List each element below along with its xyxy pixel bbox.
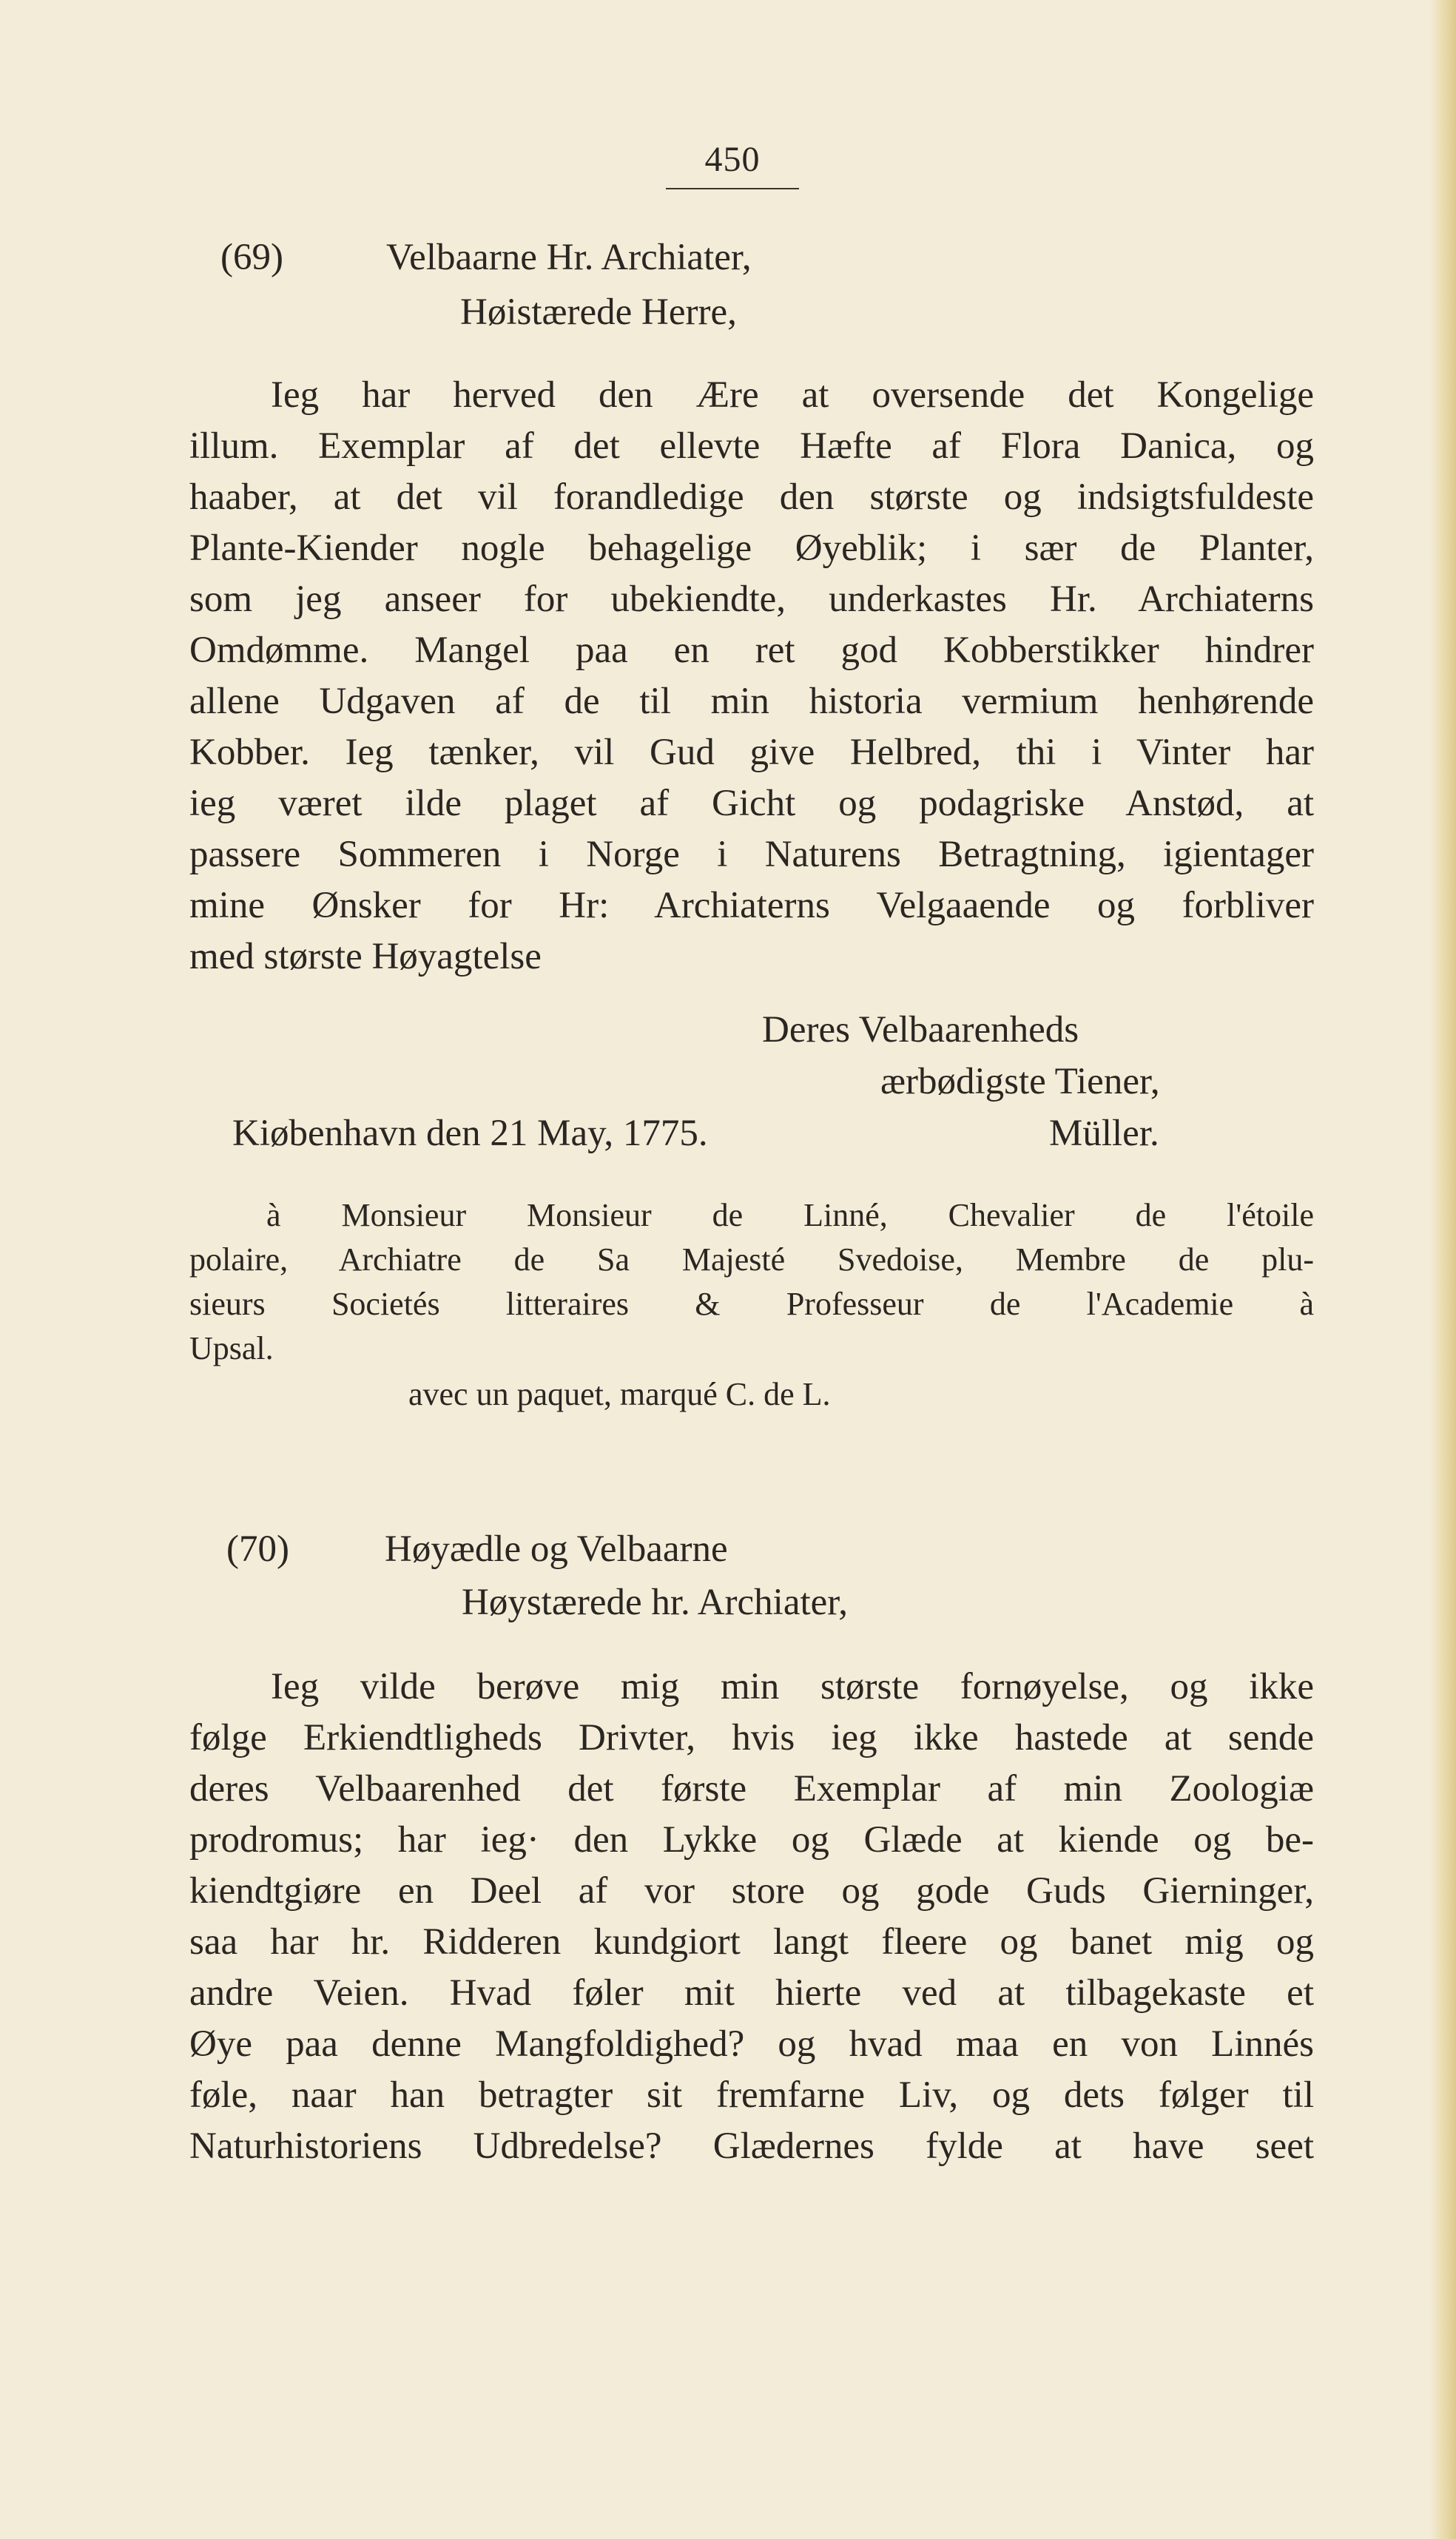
letter-69-body-line: passere Sommeren i Norge i Naturens Betragtning, igientager [189, 834, 1314, 875]
letter-69-salutation-2: Høistærede Herre, [460, 291, 737, 333]
letter-69-body-line: Omdømme. Mangel paa en ret god Kobberstikker hindrer [189, 630, 1314, 671]
letter-69-salutation-1: Velbaarne Hr. Archiater, [386, 237, 752, 278]
letter-69-body-line: Plante-Kiender nogle behagelige Øyeblik; i sær de Planter, [189, 527, 1314, 569]
letter-70-body-line: følge Erkiendtligheds Drivter, hvis ieg ikke hastede at sende [189, 1717, 1314, 1759]
letter-69-number: (69) [220, 237, 283, 278]
letter-69-body-line: haaber, at det vil forandledige den største og indsigtsfuldeste [189, 476, 1314, 518]
letter-70-body-line: kiendtgiøre en Deel af vor store og gode Guds Gierninger, [189, 1870, 1314, 1912]
letter-69-body-line: med største Høyagtelse [189, 936, 542, 977]
letter-69-address-note: avec un paquet, marqué C. de L. [408, 1376, 831, 1412]
letter-69-body-line: Kobber. Ieg tænker, vil Gud give Helbred, thi i Vinter har [189, 732, 1314, 773]
letter-69-closing-1: Deres Velbaarenheds [762, 1009, 1079, 1051]
letter-70-salutation-2: Høystærede hr. Archiater, [462, 1582, 848, 1623]
letter-69-signature: Müller. [1049, 1113, 1159, 1154]
letter-70-body-line: deres Velbaarenhed det første Exemplar af min Zoologiæ [189, 1768, 1314, 1810]
letter-70-body-line: Ieg vilde berøve mig min største fornøyelse, og ikke [271, 1666, 1314, 1707]
letter-70-body-line: saa har hr. Ridderen kundgiort langt fleere og banet mig og [189, 1921, 1314, 1963]
letter-70-body-line: Naturhistoriens Udbredelse? Glædernes fylde at have seet [189, 2125, 1314, 2167]
letter-69-address-line: sieurs Societés litteraires & Professeur de l'Academie à [189, 1286, 1314, 1322]
letter-69-body-line: som jeg anseer for ubekiendte, underkastes Hr. Archiaterns [189, 579, 1314, 620]
letter-70-body-line: føle, naar han betragter sit fremfarne Liv, og dets følger til [189, 2074, 1314, 2116]
letter-70-body-line: andre Veien. Hvad føler mit hierte ved at tilbagekaste et [189, 1972, 1314, 2014]
letter-69-body-line: illum. Exemplar af det ellevte Hæfte af Flora Danica, og [189, 425, 1314, 467]
page-edge-shadow [1429, 0, 1456, 2539]
letter-69-closing-2: ærbødigste Tiener, [880, 1061, 1160, 1102]
letter-69-address-line: à Monsieur Monsieur de Linné, Chevalier de l'étoile [266, 1197, 1314, 1233]
letter-70-salutation-1: Høyædle og Velbaarne [385, 1528, 728, 1570]
letter-70-body-line: prodromus; har ieg· den Lykke og Glæde at kiende og be- [189, 1819, 1314, 1861]
letter-69-body-line: mine Ønsker for Hr: Archiaterns Velgaaende og forbliver [189, 885, 1314, 926]
page-number: 450 [704, 140, 761, 179]
letter-70-body-line: Øye paa denne Mangfoldighed? og hvad maa en von Linnés [189, 2023, 1314, 2065]
letter-69-body-line: ieg været ilde plaget af Gicht og podagriske Anstød, at [189, 783, 1314, 824]
letter-69-address-line: polaire, Archiatre de Sa Majesté Svedoise, Membre de plu- [189, 1241, 1314, 1278]
page-number-rule [666, 188, 799, 189]
letter-69-body-line: allene Udgaven af de til min historia vermium henhørende [189, 681, 1314, 722]
letter-69-place-date: Kiøbenhavn den 21 May, 1775. [232, 1113, 708, 1154]
letter-70-number: (70) [226, 1528, 289, 1570]
letter-69-body-line: Ieg har herved den Ære at oversende det Kongelige [271, 374, 1314, 416]
letter-69-address-line: Upsal. [189, 1330, 274, 1366]
